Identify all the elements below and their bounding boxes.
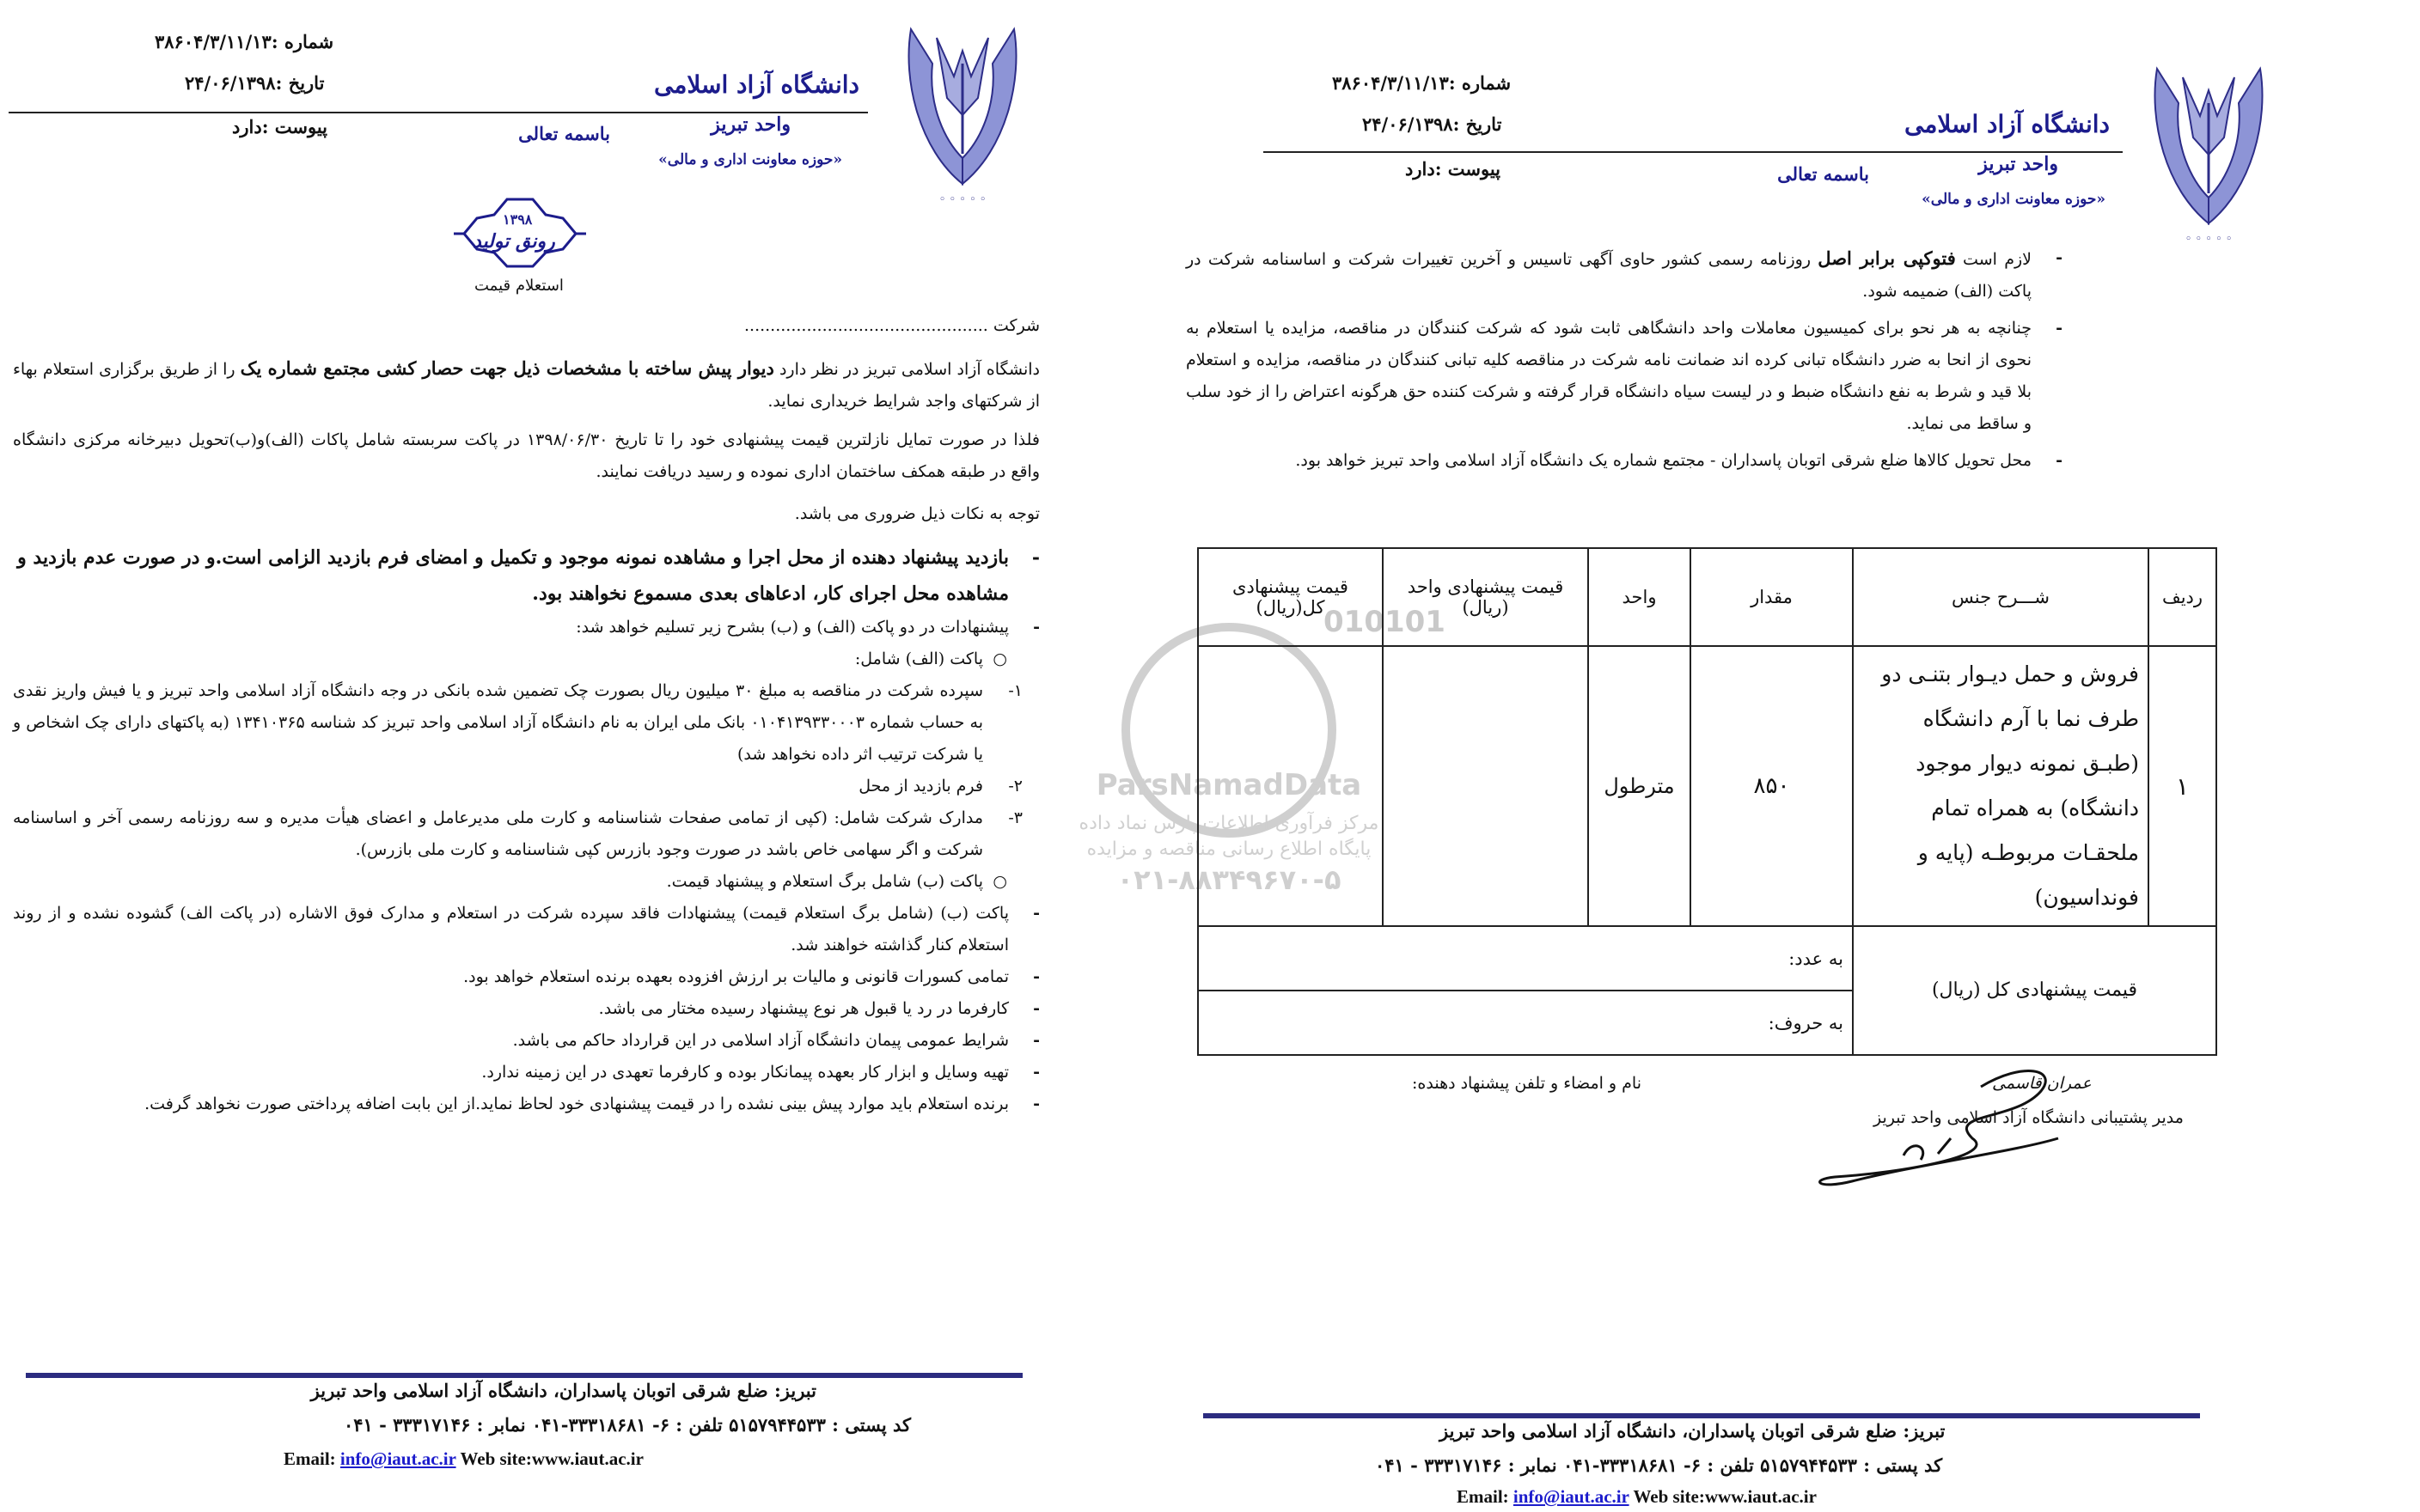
number-value: ۳۸۶۰۴/۳/۱۱/۱۳	[1332, 72, 1449, 94]
collusion-text: چنانچه به هر نحو برای کمیسیون معاملات واحد دانشگاهی ثابت شود که شرکت کنندگان در مناقصه، مزایده یا استعلام به نحوی از انحا به ضرر دانشگاه تبانی کرده اند ضمانت نامه شرکت در مناقصه کلیه تبانی کنندگان در مناقصه، مزایده و استعلام بلا قید و شرط به نفع دانشگاه ضبط و در لیست سیاه دانشگاه قرار گرفته و شرکت کننده حق هرگونه اعتراض را از خود سلب و ساقط می نماید.	[1186, 319, 2032, 433]
bullet-reject-text: کارفرما در رد یا قبول هر نوع پیشنهاد رسیده مختار می باشد.	[598, 999, 1009, 1018]
total-numbers-row	[1198, 926, 2216, 991]
cell-description: فروش و حمل دیـوار بتنـی دو طرف نما با آرم دانشگاه (طبـق نمونه دیوار موجود دانشگاه) به همراه تمام ملحقـات مربوطـه (پایه و فونداسیون)	[1853, 646, 2148, 926]
intro-paragraph	[13, 352, 1040, 418]
bidder-signature-label: نام و امضاء و تلفن پیشنهاد دهنده:	[1412, 1074, 1641, 1093]
footer-rule	[26, 1373, 1023, 1378]
header-quantity: مقدار	[1690, 548, 1853, 646]
bullet-visit: - بازدید پیشنهاد دهنده از محل اجرا و مشاهده نمونه موجود و تکمیل و امضای فرم بازدید الزامی است.و در صورت عدم بازدید و مشاهده محل اجرای کار، ادعاهای بعدی مسموع نخواهند بود.	[17, 546, 1040, 605]
letter-number	[155, 31, 333, 52]
footer-address: تبریز: ضلع شرقی اتوبان پاسداران، دانشگاه آزاد اسلامی واحد تبریز	[1439, 1420, 1946, 1442]
bullet-packet-b-text: پاکت (ب) (شامل برگ استعلام قیمت) پیشنهادات فاقد سپرده شرکت در استعلام و مدارک فوق الاشاره (در پاکت الف) گشوده نشده و از روند استعلام کنار گذاشته خواهند شد.	[13, 904, 1009, 954]
item-3-number: ۳-	[1008, 808, 1023, 827]
total-in-words[interactable]	[1198, 991, 1853, 1055]
letter-number	[1332, 72, 1511, 94]
bullet-terms-text: شرایط عمومی پیمان دانشگاه آزاد اسلامی در این قرارداد حاکم می باشد.	[512, 1031, 1009, 1050]
number-label: شماره :	[1448, 72, 1512, 94]
item-2-text: فرم بازدید از محل	[859, 777, 983, 796]
stamp-slogan: رونق تولید	[473, 230, 555, 253]
req-text-2: روزنامه رسمی کشور حاوی آگهی تاسیس و آخرین تغییرات شرکت و اساسنامه شرکت در پاکت (الف) ضمیمه شود.	[1186, 250, 2032, 301]
header-row-number: ردیف	[2148, 548, 2216, 646]
packet-a-line: ○ پاکت (الف) شامل:	[854, 649, 1007, 668]
website-text: Web site:www.iaut.ac.ir	[460, 1448, 644, 1469]
bullet-visit-text: بازدید پیشنهاد دهنده از محل اجرا و مشاهده نمونه موجود و تکمیل و امضای فرم بازدید الزامی است.و در صورت عدم بازدید و مشاهده محل اجرای کار، ادعاهای بعدی مسموع نخواهند بود.	[17, 546, 1009, 605]
item-3-text: مدارک شرکت شامل: (کپی از تمامی صفحات شناسنامه و کارت ملی مدیرعامل و اعضای هیأت مدیره و سه روزنامه رسمی آخر و اساسنامه شرکت و اگر سهامی خاص باشد در صورت وجود بازرس کپی شناسنامه و کارت ملی بازرس).	[13, 808, 983, 859]
packet-b-line: ○ پاکت (ب) شامل برگ استعلام و پیشنهاد قیمت.	[666, 872, 1007, 891]
intro-text-2: را از طریق برگزاری استعلام بهاء از شرکتهای واجد شرایط خریداری نماید.	[13, 360, 1040, 411]
item-2-number: ۲-	[1008, 777, 1023, 796]
handwritten-signature-icon	[1800, 1052, 2084, 1198]
watermark-phone: ۰۲۱-۸۸۳۴۹۶۷۰-۵	[1116, 863, 1341, 896]
letter-attachment	[232, 116, 327, 137]
item-3	[13, 802, 1040, 866]
watermark-brand: ParsNamadData	[1096, 768, 1362, 802]
deputy-office: «حوزه معاونت اداری و مالی»	[1922, 191, 2105, 208]
bullet-tax: - تمامی کسورات قانونی و مالیات بر ارزش افزوده بعهده برنده استعلام خواهد بود.	[463, 967, 1040, 986]
cell-total-price[interactable]	[1198, 646, 1383, 926]
number-value: ۳۸۶۰۴/۳/۱۱/۱۳	[155, 31, 272, 52]
req-bold: فتوکپی برابر اصل	[1818, 247, 1956, 269]
letter-date	[185, 72, 324, 94]
bullet-tools: - تهیه وسایل و ابزار کار بعهده پیمانکار بوده و کارفرما تعهدی در این زمینه ندارد.	[481, 1063, 1040, 1082]
attachment-label: پیوست :	[1434, 158, 1500, 180]
stamp-caption: استعلام قیمت	[474, 277, 564, 295]
total-label: قیمت پیشنهادی کل (ریال)	[1853, 926, 2216, 1055]
conditions-list	[13, 540, 1040, 1120]
bullet-unforeseen-text: برنده استعلام باید موارد پیش بینی نشده را در قیمت پیشنهادی خود لحاظ نماید.از این بابت اضافه پرداختی صورت نخواهد گرفت.	[144, 1094, 1009, 1113]
bullet-reject: - کارفرما در رد یا قبول هر نوع پیشنهاد رسیده مختار می باشد.	[598, 999, 1040, 1018]
item-2	[13, 771, 1040, 802]
watermark-line2: پایگاه اطلاع رسانی مناقصه و مزایده	[1086, 838, 1372, 860]
footer-web	[284, 1448, 644, 1470]
header-unit: واحد	[1588, 548, 1690, 646]
signer-name: عمران قاسمی	[1992, 1074, 2092, 1093]
watermark-line1: مرکز فرآوری اطلاعات پارس نماد داده	[1079, 813, 1379, 834]
attachment-label: پیوست :	[261, 116, 327, 137]
bullet-collusion: - چنانچه به هر نحو برای کمیسیون معاملات واحد دانشگاهی ثابت شود که شرکت کنندگان در مناقصه، مزایده یا استعلام به نحوی از انحا به ضرر دانشگاه تبانی کرده اند ضمانت نامه شرکت در مناقصه کلیه تبانی کنندگان در مناقصه، مزایده و استعلام بلا قید و شرط به نفع دانشگاه ضبط و در لیست سیاه دانشگاه قرار گرفته و شرکت کننده حق هرگونه اعتراض را از خود سلب و ساقط می نماید.	[1186, 319, 2062, 433]
in-words-label: به حروف:	[1768, 1012, 1843, 1033]
header-description: شـــرح جنس	[1853, 548, 2148, 646]
cell-unit-price[interactable]	[1383, 646, 1588, 926]
footer-web	[1457, 1486, 1817, 1508]
table-row	[1198, 646, 2216, 926]
intro-bold: دیوار پیش ساخته با مشخصات ذیل جهت حصار کشی مجتمع شماره یک	[240, 357, 774, 379]
packet-a-text: پاکت (الف) شامل:	[854, 649, 983, 668]
website-text: Web site:www.iaut.ac.ir	[1633, 1486, 1817, 1507]
stamp-year: ۱۳۹۸	[503, 211, 533, 228]
cell-unit: مترطول	[1588, 646, 1690, 926]
attachment-value: دارد	[232, 116, 262, 137]
header-unit-price: قیمت پیشنهادی واحد (ریال)	[1383, 548, 1588, 646]
bullet-unforeseen: - برنده استعلام باید موارد پیش بینی نشده را در قیمت پیشنهادی خود لحاظ نماید.از این بابت اضافه پرداختی صورت نخواهد گرفت.	[144, 1094, 1040, 1113]
left-page	[0, 0, 1040, 1512]
bullet-tax-text: تمامی کسورات قانونی و مالیات بر ارزش افزوده بعهده برنده استعلام خواهد بود.	[463, 967, 1009, 986]
production-stamp-icon	[447, 191, 593, 268]
deputy-office: «حوزه معاونت اداری و مالی»	[658, 151, 842, 168]
deadline-paragraph: فلذا در صورت تمایل نازلترین قیمت پیشنهادی خود را تا تاریخ ۱۳۹۸/۰۶/۳۰ در پاکت سربسته شامل پاکات (الف)و(ب)تحویل دبیرخانه مرکزی دانشگاه واقع در طبقه همکف ساختمان اداری نموده و رسید دریافت نمایند.	[13, 430, 1041, 481]
svg-text:◦ ◦ ◦ ◦ ◦: ◦ ◦ ◦ ◦ ◦	[2185, 233, 2233, 246]
university-name: دانشگاه آزاد اسلامی	[1904, 110, 2110, 138]
attachment-value: دارد	[1405, 158, 1435, 180]
bullet-requirement: - لازم است فتوکپی برابر اصل روزنامه رسمی کشور حاوی آگهی تاسیس و آخرین تغییرات شرکت و اساسنامه شرکت در پاکت (الف) ضمیمه شود.	[1186, 247, 2062, 301]
email-link[interactable]: info@iaut.ac.ir	[1512, 1486, 1629, 1507]
number-label: شماره :	[271, 31, 334, 52]
table-header-row	[1198, 548, 2216, 646]
university-logo-icon	[2131, 52, 2286, 249]
packet-b-text: پاکت (ب) شامل برگ استعلام و پیشنهاد قیمت.	[666, 872, 983, 891]
date-value: ۲۴/۰۶/۱۳۹۸	[185, 72, 276, 94]
company-line: شرکت ...............................................	[743, 316, 1040, 335]
requirements-list	[1186, 242, 2062, 477]
email-label: Email:	[1457, 1486, 1509, 1507]
note-line: توجه به نکات ذیل ضروری می باشد.	[794, 504, 1040, 523]
footer-contacts: کد پستی : ۵۱۵۷۹۴۴۵۳۳ تلفن : ۶- ۳۳۳۱۸۶۸۱-۰۴۱ نمابر : ۳۳۳۱۷۱۴۶ - ۰۴۱	[1375, 1454, 1943, 1476]
bullet-delivery: - محل تحویل کالاها ضلع شرقی اتوبان پاسداران - مجتمع شماره یک دانشگاه آزاد اسلامی واحد تبریز خواهد بود.	[1295, 451, 2062, 470]
bullet-packet-b: - پاکت (ب) (شامل برگ استعلام قیمت) پیشنهادات فاقد سپرده شرکت در استعلام و مدارک فوق الاشاره (در پاکت الف) گشوده نشده و از روند استعلام کنار گذاشته خواهند شد.	[13, 904, 1040, 954]
item-1-number: ۱-	[1008, 681, 1023, 700]
university-name: دانشگاه آزاد اسلامی	[653, 70, 859, 99]
header-total-price: قیمت پیشنهادی کل(ریال)	[1198, 548, 1383, 646]
intro-text-1: دانشگاه آزاد اسلامی تبریز در نظر دارد	[773, 360, 1040, 379]
cell-row-number: ۱	[2148, 646, 2216, 926]
email-label: Email:	[284, 1448, 336, 1469]
basmeh: باسمه تعالی	[518, 123, 610, 144]
date-label: تاریخ :	[275, 72, 325, 94]
bullet-tools-text: تهیه وسایل و ابزار کار بعهده پیمانکار بوده و کارفرما تعهدی در این زمینه ندارد.	[481, 1063, 1009, 1082]
total-in-numbers[interactable]	[1198, 926, 1853, 991]
cell-quantity: ۸۵۰	[1690, 646, 1853, 926]
footer-contacts: کد پستی : ۵۱۵۷۹۴۴۵۳۳ تلفن : ۶- ۳۳۳۱۸۶۸۱-۰۴۱ نمابر : ۳۳۳۱۷۱۴۶ - ۰۴۱	[343, 1414, 911, 1436]
university-logo-icon	[885, 12, 1040, 210]
basmeh: باسمه تعالی	[1777, 163, 1869, 185]
date-value: ۲۴/۰۶/۱۳۹۸	[1362, 113, 1453, 135]
unit-name: واحد تبریز	[711, 113, 791, 136]
item-1	[13, 675, 1040, 771]
price-inquiry-table	[1197, 547, 2217, 1056]
signer-title: مدیر پشتیبانی دانشگاه آزاد اسلامی واحد تبریز	[1873, 1108, 2184, 1127]
unit-name: واحد تبریز	[1978, 153, 2058, 175]
footer-rule	[1203, 1413, 2200, 1418]
watermark-digits: 010101	[1323, 605, 1445, 639]
bullet-two-packets: - پیشنهادات در دو پاکت (الف) و (ب) بشرح زیر تسلیم خواهد شد:	[576, 618, 1040, 637]
footer-address: تبریز: ضلع شرقی اتوبان پاسداران، دانشگاه آزاد اسلامی واحد تبریز	[310, 1380, 816, 1401]
delivery-text: محل تحویل کالاها ضلع شرقی اتوبان پاسداران - مجتمع شماره یک دانشگاه آزاد اسلامی واحد تبریز خواهد بود.	[1295, 451, 2032, 470]
svg-text:◦ ◦ ◦ ◦ ◦: ◦ ◦ ◦ ◦ ◦	[938, 193, 987, 206]
in-numbers-label: به عدد:	[1788, 948, 1843, 969]
letter-attachment	[1405, 158, 1500, 180]
email-link[interactable]: info@iaut.ac.ir	[339, 1448, 456, 1469]
date-label: تاریخ :	[1452, 113, 1502, 135]
bullet-two-packets-text: پیشنهادات در دو پاکت (الف) و (ب) بشرح زیر تسلیم خواهد شد:	[576, 618, 1009, 637]
item-1-text: سپرده شرکت در مناقصه به مبلغ ۳۰ میلیون ریال بصورت چک تضمین شده بانکی در وجه دانشگاه آزاد اسلامی واحد تبریز و یا فیش واریز نقدی به حساب شماره ۰۱۰۴۱۳۹۳۳۰۰۰۳ بانک ملی ایران به نام دانشگاه آزاد اسلامی واحد تبریز کد شناسه ۱۳۴۱۰۳۶۵ (به پاکتهای دارای چک اشخاص و یا شرکت ترتیب اثر داده نخواهد شد)	[13, 681, 984, 764]
letter-date	[1362, 113, 1501, 135]
req-text-1: لازم است	[1955, 250, 2032, 269]
bullet-terms: - شرایط عمومی پیمان دانشگاه آزاد اسلامی در این قرارداد حاکم می باشد.	[512, 1031, 1040, 1050]
